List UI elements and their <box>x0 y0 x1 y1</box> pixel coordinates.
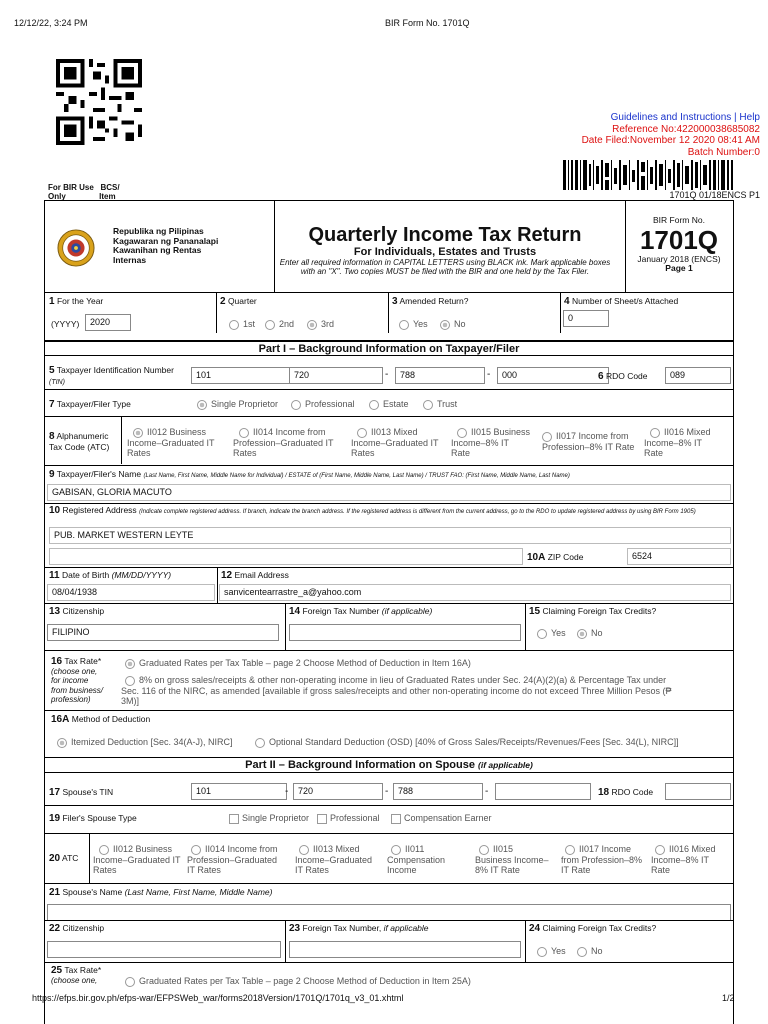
atc-ii013-radio[interactable]: II013 Mixed Income–Graduated IT Rates <box>351 427 439 458</box>
amended-yes-radio[interactable]: Yes <box>399 319 428 330</box>
email-input[interactable]: sanvicentearrastre_a@yahoo.com <box>219 584 731 601</box>
registered-address-input[interactable]: PUB. MARKET WESTERN LEYTE <box>49 527 731 544</box>
spouse-type-professional-checkbox[interactable]: Professional <box>317 813 380 824</box>
item-3-label: 3 Amended Return? <box>392 296 469 307</box>
item-16-label: 16 Tax Rate* (choose one, for income from business/ profession) <box>51 656 104 704</box>
spouse-atc-ii014-radio[interactable]: II014 Income from Profession–Graduated IT Rates <box>187 844 278 875</box>
date-of-birth-input[interactable]: 08/04/1938 <box>47 584 215 601</box>
spouse-atc-ii017-radio[interactable]: II017 Income from Profession–8% IT Rate <box>561 844 643 875</box>
spouse-atc-ii015-radio[interactable]: II015 Business Income– 8% IT Rate <box>475 844 549 875</box>
year-input[interactable]: 2020 <box>85 314 131 331</box>
filer-type-single-proprietor-radio[interactable]: Single Proprietor <box>197 399 278 410</box>
barcode-icon <box>563 160 733 190</box>
spouse-foreign-credit-yes-radio[interactable]: Yes <box>537 946 566 957</box>
bir-seal-icon <box>57 229 95 267</box>
deduction-osd-radio[interactable]: Optional Standard Deduction (OSD) [40% of Gross Sales/Receipts/Revenues/Fees [Sec. 34(L), NIRC]] <box>255 737 679 748</box>
tin-part-2[interactable]: 720 <box>289 367 383 384</box>
spouse-type-single-proprietor-checkbox[interactable]: Single Proprietor <box>229 813 309 824</box>
print-datetime: 12/12/22, 3:24 PM <box>14 18 88 28</box>
item-5-label: 5 Taxpayer Identification Number (TIN) <box>49 365 174 386</box>
filer-type-trust-radio[interactable]: Trust <box>423 399 457 410</box>
quarter-3rd-radio[interactable]: 3rd <box>307 319 334 330</box>
quarter-1st-radio[interactable]: 1st <box>229 319 255 330</box>
spouse-tin-part-1[interactable]: 101 <box>191 783 287 800</box>
filer-type-professional-radio[interactable]: Professional <box>291 399 355 410</box>
help-link[interactable]: Help <box>739 112 760 123</box>
spouse-name-input[interactable] <box>47 904 731 921</box>
item-17-label: 17 Spouse's TIN <box>49 787 114 798</box>
filer-type-estate-radio[interactable]: Estate <box>369 399 409 410</box>
part-2-header: Part II – Background Information on Spouse (if applicable) <box>45 757 733 773</box>
form-title <box>277 223 613 276</box>
quarter-2nd-radio[interactable]: 2nd <box>265 319 294 330</box>
form-title-sub: For Individuals, Estates and Trusts <box>353 246 537 258</box>
tin-part-1[interactable]: 101 <box>191 367 305 384</box>
atc-ii017-radio[interactable]: II017 Income from Profession–8% IT Rate <box>542 431 635 452</box>
form-title-main: Quarterly Income Tax Return <box>308 224 582 246</box>
item-14-label: 14 Foreign Tax Number (if applicable) <box>289 606 433 617</box>
item-20-label: 20 ATC <box>49 853 79 864</box>
spouse-tin-part-2[interactable]: 720 <box>293 783 383 800</box>
tax-rate-8pct-radio[interactable]: 8% on gross sales/receipts & other non-operating income in lieu of Graduated Rates under Sec. 24(A)(2)(a) & Percentage Tax under Sec. 116 of the NIRC, as amended [available if gross sales/receipts and other non-operating income do not exceed Three Million Pesos (₱ 3M)] <box>121 675 672 707</box>
item-23-label: 23 Foreign Tax Number, if applicable <box>289 923 429 934</box>
item-25-label: 25 Tax Rate* (choose one, <box>51 965 102 985</box>
zip-code-input[interactable]: 6524 <box>627 548 731 565</box>
sheets-attached-input[interactable]: 0 <box>563 310 609 327</box>
spouse-rdo-code-input[interactable] <box>665 783 731 800</box>
item-7-label: 7 Taxpayer/Filer Type <box>49 399 131 410</box>
item-19-label: 19 Filer's Spouse Type <box>49 813 137 824</box>
qr-code-icon <box>56 57 142 147</box>
item-10a-label: 10A ZIP Code <box>527 552 584 563</box>
atc-ii016-radio[interactable]: II016 Mixed Income–8% IT Rate <box>644 427 711 458</box>
barcode-text: 1701Q 01/18ENCS P1 <box>669 190 760 200</box>
item-16a-label: 16A Method of Deduction <box>51 714 151 725</box>
form-number-box: BIR Form No. 1701Q January 2018 (ENCS) Page 1 <box>637 215 721 273</box>
form-frame: Republika ng Pilipinas Kagawaran ng Pananalapi Kawanihan ng Rentas Internas Quarterly Income Tax Return For Individuals, Estates and Trusts Enter all required information in CAPITAL LETTERS using BLACK ink. Mark applicable boxes with an "X". Two copies MUST be filed with the BIR and one held by the Tax Filer. BIR Form No. 1701Q January 2018 (ENCS) Page 1 1 For the Year (YYYY) 2020 2 Quarter 1st 2nd 3rd 3 Amended Return? Yes No 4 Number of Sheet/s Attached 0 Part I – Background Information on Taxpayer/Filer 5 Taxpayer Identification Number (TIN) 101 720 - 788 - 000 6 RDO Code 089 7 Taxpayer/Filer Type Single Proprietor Professional Estate Trust 8 Alphanumeric Tax Code (ATC) II012 Business Income–Graduated IT Rates II014 Income from Profession–Graduated IT Rates II013 Mixed Income–Graduated IT Rates II015 Business Income–8% IT Rate II017 Income from Profession–8% IT Rate II016 Mixed Income–8% IT Rate 9 Taxpayer/Filer's Name (Last Name, First Name, Middle Name for Individual) / ESTATE of (First Name, Middle Name, Last Name) / TRUST FAO: (First Name, Middle Name, Last Name) GABISAN, GLORIA MACUTO 10 Registered Address (Indicate complete registered address. If branch, indicate the branch address. If the registered address is different from the current address, go to the RDO to update registered address by using BIR Form 1905) PUB. MARKET WESTERN LEYTE 10A ZIP Code 6524 11 Date of Birth (MM/DD/YYYY) 08/04/1938 12 Email Address sanvicentearrastre_a@yahoo.com 13 Citizenship FILIPINO 14 Foreign Tax Number (if applicable) 15 Claiming Foreign Tax Credits? Yes No 16 Tax Rate* (choose one, for income from business/ profession) Graduated Rates per Tax Table – page 2 Choose Method of Deduction in Item 16A) 8% on gross sales/receipts & other non-operating income in lieu of Graduated Rates under Sec. 24(A)(2)(a) & Percentage Tax under Sec. 116 of the NIRC, as amended [available if gross sales/receipts and other non-operating income do not exceed Three Million Pesos (₱ 3M)] 16A Method of Deduction Itemized Deduction [Sec. 34(A-J), NIRC] Optional Standard Deduction (OSD) [40% of Gross Sales/Receipts/Revenues/Fees [Sec. 34(L), NIRC]] Part II – Background Information on Spouse (if applicable) 17 Spouse's TIN 101 - 720 - 788 - 18 RDO Code 19 Filer's Spouse Type Single Proprietor Professional Compensation Earner 20 ATC II012 Business Income–Graduated IT Rates II014 Income from Profession–Graduated IT Rates II013 Mixed Income–Graduated IT Rates II011 Compensation Income II015 Business Income– 8% IT Rate II017 Income from Profession–8% IT Rate II016 Mixed Income–8% IT Rate 21 Spouse's Name (Last Name, First Name, Middle Name) 22 Citizenship 23 Foreign Tax Number, if applicable 24 Claiming Foreign Tax Credits? Yes No 25 Tax Rate* (choose one, Graduated Rates per Tax Table – page 2 Choose Method of Deduction in Item 25A) <box>44 200 734 1024</box>
spouse-atc-ii016-radio[interactable]: II016 Mixed Income–8% IT Rate <box>651 844 716 875</box>
top-right-info: Guidelines and Instructions | Help Reference No:422000038685082 Date Filed:November 12 2020 08:41 AM Batch Number:0 <box>581 112 760 158</box>
item-18-label: 18 RDO Code <box>598 787 654 798</box>
item-21-label: 21 Spouse's Name (Last Name, First Name, Middle Name) <box>49 887 273 898</box>
part-1-header: Part I – Background Information on Taxpayer/Filer <box>45 340 733 356</box>
item-12-label: 12 Email Address <box>221 570 289 581</box>
item-10-label: 10 Registered Address (Indicate complete registered address. If branch, indicate the branch address. If the registered address is different from the current address, go to the RDO to update registered address by using BIR Form 1905) <box>49 505 696 516</box>
for-bir-use: For BIR Use BCS/ Only Item <box>48 183 120 201</box>
spouse-atc-ii012-radio[interactable]: II012 Business Income–Graduated IT Rates <box>93 844 181 875</box>
spouse-citizenship-input[interactable] <box>47 941 281 958</box>
spouse-tax-rate-graduated-radio[interactable]: Graduated Rates per Tax Table – page 2 Choose Method of Deduction in Item 25A) <box>125 976 471 987</box>
item-4-label: 4 Number of Sheet/s Attached <box>564 296 679 307</box>
form-header <box>45 201 733 293</box>
item-8-label: 8 Alphanumeric Tax Code (ATC) <box>49 431 110 452</box>
item-6-label: 6 RDO Code <box>598 371 648 382</box>
item-1-label: 1 For the Year <box>49 296 104 307</box>
year-prefix: (YYYY) <box>51 319 80 329</box>
spouse-tin-part-3[interactable]: 788 <box>393 783 483 800</box>
tin-part-3[interactable]: 788 <box>395 367 485 384</box>
item-13-label: 13 Citizenship <box>49 606 105 617</box>
item-22-label: 22 Citizenship <box>49 923 105 934</box>
spouse-foreign-tax-number-input[interactable] <box>289 941 521 958</box>
tax-rate-graduated-radio[interactable]: Graduated Rates per Tax Table – page 2 Choose Method of Deduction in Item 16A) <box>125 658 471 669</box>
atc-ii015-radio[interactable]: II015 Business Income–8% IT Rate <box>451 427 531 458</box>
item-11-label: 11 Date of Birth (MM/DD/YYYY) <box>49 570 172 581</box>
spouse-atc-ii011-radio[interactable]: II011 Compensation Income <box>387 844 446 875</box>
spouse-type-compensation-checkbox[interactable]: Compensation Earner <box>391 813 492 824</box>
citizenship-input[interactable]: FILIPINO <box>47 624 279 641</box>
foreign-credit-yes-radio[interactable]: Yes <box>537 628 566 639</box>
form-instructions: Enter all required information in CAPITAL LETTERS using BLACK ink. Mark applicable boxes with an "X". Two copies MUST be filed with the BIR and one held by the Tax Filer. <box>279 258 611 276</box>
deduction-itemized-radio[interactable]: Itemized Deduction [Sec. 34(A-J), NIRC] <box>57 737 233 748</box>
batch-number: Batch Number:0 <box>687 146 760 158</box>
amended-no-radio[interactable]: No <box>440 319 466 330</box>
item-15-label: 15 Claiming Foreign Tax Credits? <box>529 606 657 617</box>
foreign-credit-no-radio[interactable]: No <box>577 628 603 639</box>
item-2-label: 2 Quarter <box>220 296 257 307</box>
spouse-atc-ii013-radio[interactable]: II013 Mixed Income–Graduated IT Rates <box>295 844 373 875</box>
item-24-label: 24 Claiming Foreign Tax Credits? <box>529 923 657 934</box>
item-9-label: 9 Taxpayer/Filer's Name (Last Name, First Name, Middle Name for Individual) / ESTATE of (First Name, Middle Name, Last Name) / TRUST FAO: (First Name, Middle Name, Last Name) <box>49 469 570 480</box>
tin-part-4[interactable]: 000 <box>497 367 609 384</box>
spouse-foreign-credit-no-radio[interactable]: No <box>577 946 603 957</box>
reference-number: Reference No:422000038685082 <box>612 123 760 135</box>
guidelines-link[interactable]: Guidelines and Instructions <box>610 112 732 123</box>
foreign-tax-number-input[interactable] <box>289 624 521 641</box>
spouse-tin-part-4[interactable] <box>495 783 591 800</box>
rdo-code-input[interactable]: 089 <box>665 367 731 384</box>
filer-name-input[interactable]: GABISAN, GLORIA MACUTO <box>47 484 731 501</box>
atc-ii012-radio[interactable]: II012 Business Income–Graduated IT Rates <box>127 427 215 458</box>
registered-address-line2-input[interactable] <box>49 548 523 565</box>
agency-name: Republika ng Pilipinas Kagawaran ng Pananalapi Kawanihan ng Rentas Internas <box>113 226 219 265</box>
print-page-title: BIR Form No. 1701Q <box>385 18 470 28</box>
print-page-number: 1/2 <box>722 993 735 1003</box>
atc-ii014-radio[interactable]: II014 Income from Profession–Graduated IT Rates <box>233 427 334 458</box>
date-filed: Date Filed:November 12 2020 08:41 AM <box>581 135 760 146</box>
print-url: https://efps.bir.gov.ph/efps-war/EFPSWeb_war/forms2018Version/1701Q/1701q_v3_01.xhtml <box>32 993 404 1003</box>
